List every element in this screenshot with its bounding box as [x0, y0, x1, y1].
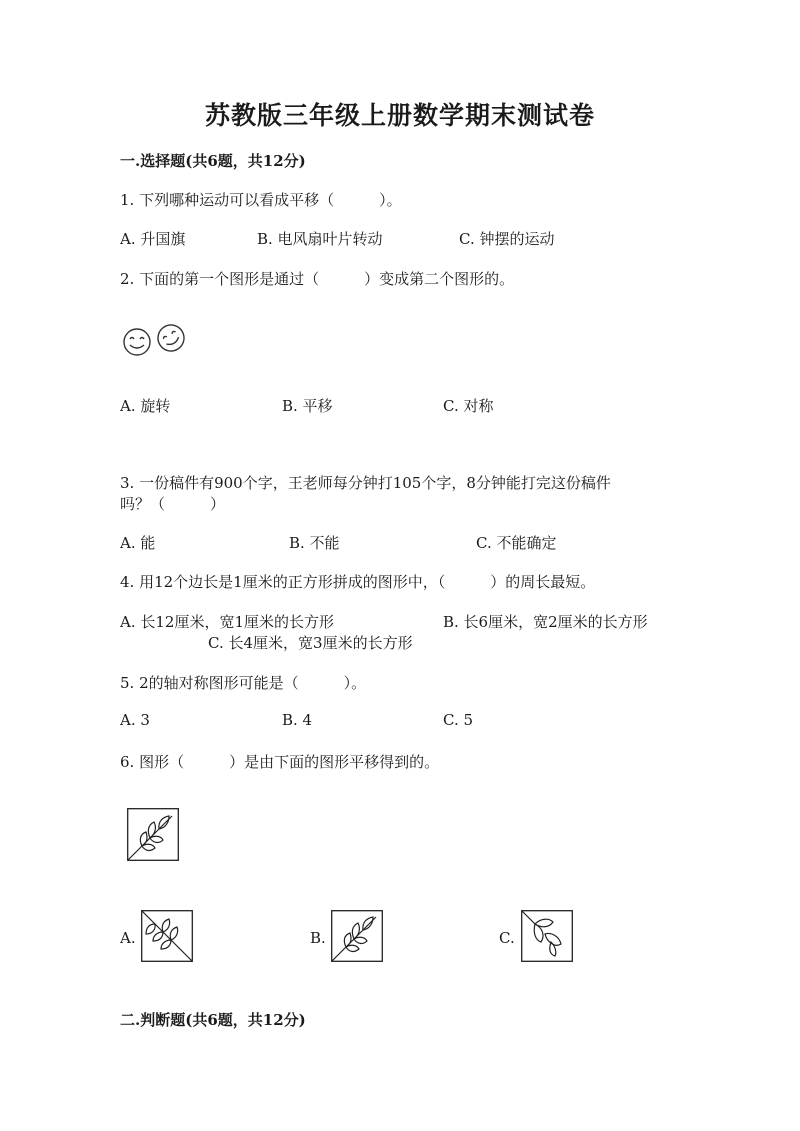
question-3-stem-line-2: 吗？（ ）: [120, 495, 226, 513]
question-5-option-a: A. 3: [120, 711, 150, 729]
leaf-option-b-icon: [331, 910, 383, 962]
question-1-option-a: A. 升国旗: [120, 230, 186, 248]
question-3-option-a: A. 能: [120, 534, 156, 552]
question-6-option-c-label: C.: [499, 929, 515, 947]
question-4-option-c: C. 长4厘米，宽3厘米的长方形: [208, 634, 413, 652]
section-heading-true-false: 二.判断题(共6题，共12分): [120, 1011, 306, 1029]
question-2-stem: 2. 下面的第一个图形是通过（ ）变成第二个图形的。: [120, 270, 515, 288]
smiley-faces-figure: [120, 322, 190, 356]
question-4-option-a: A. 长12厘米，宽1厘米的长方形: [120, 613, 335, 631]
question-5-option-b: B. 4: [282, 711, 313, 729]
page-title: 苏教版三年级上册数学期末测试卷: [204, 101, 595, 130]
question-3-option-b: B. 不能: [289, 534, 340, 552]
question-5-stem: 5. 2的轴对称图形可能是（ ）。: [120, 674, 367, 692]
question-3-stem-line-1: 3. 一份稿件有900个字，王老师每分钟打105个字，8分钟能打完这份稿件: [120, 474, 611, 492]
question-1-option-c: C. 钟摆的运动: [459, 230, 555, 248]
question-6-option-b-label: B.: [310, 929, 326, 947]
question-2-option-a: A. 旋转: [120, 397, 171, 415]
question-6-stem: 6. 图形（ ）是由下面的图形平移得到的。: [120, 753, 440, 771]
leaf-option-c-icon: [521, 910, 573, 962]
question-4-stem: 4. 用12个边长是1厘米的正方形拼成的图形中，（ ）的周长最短。: [120, 573, 596, 591]
question-2-option-c: C. 对称: [443, 397, 494, 415]
smiley-face-icon: [124, 329, 150, 355]
question-4-option-b: B. 长6厘米，宽2厘米的长方形: [443, 613, 648, 631]
question-1-option-b: B. 电风扇叶片转动: [257, 230, 383, 248]
rotated-smiley-face-icon: [153, 320, 189, 356]
question-5-option-c: C. 5: [443, 711, 474, 729]
question-6-option-a-label: A.: [120, 929, 136, 947]
question-3-option-c: C. 不能确定: [476, 534, 557, 552]
leaf-option-a-icon: [141, 910, 193, 962]
leaf-in-square-icon: [127, 808, 179, 861]
question-2-option-b: B. 平移: [282, 397, 333, 415]
question-1-stem: 1. 下列哪种运动可以看成平移（ ）。: [120, 191, 402, 209]
section-heading-choice: 一.选择题(共6题，共12分): [120, 152, 306, 170]
